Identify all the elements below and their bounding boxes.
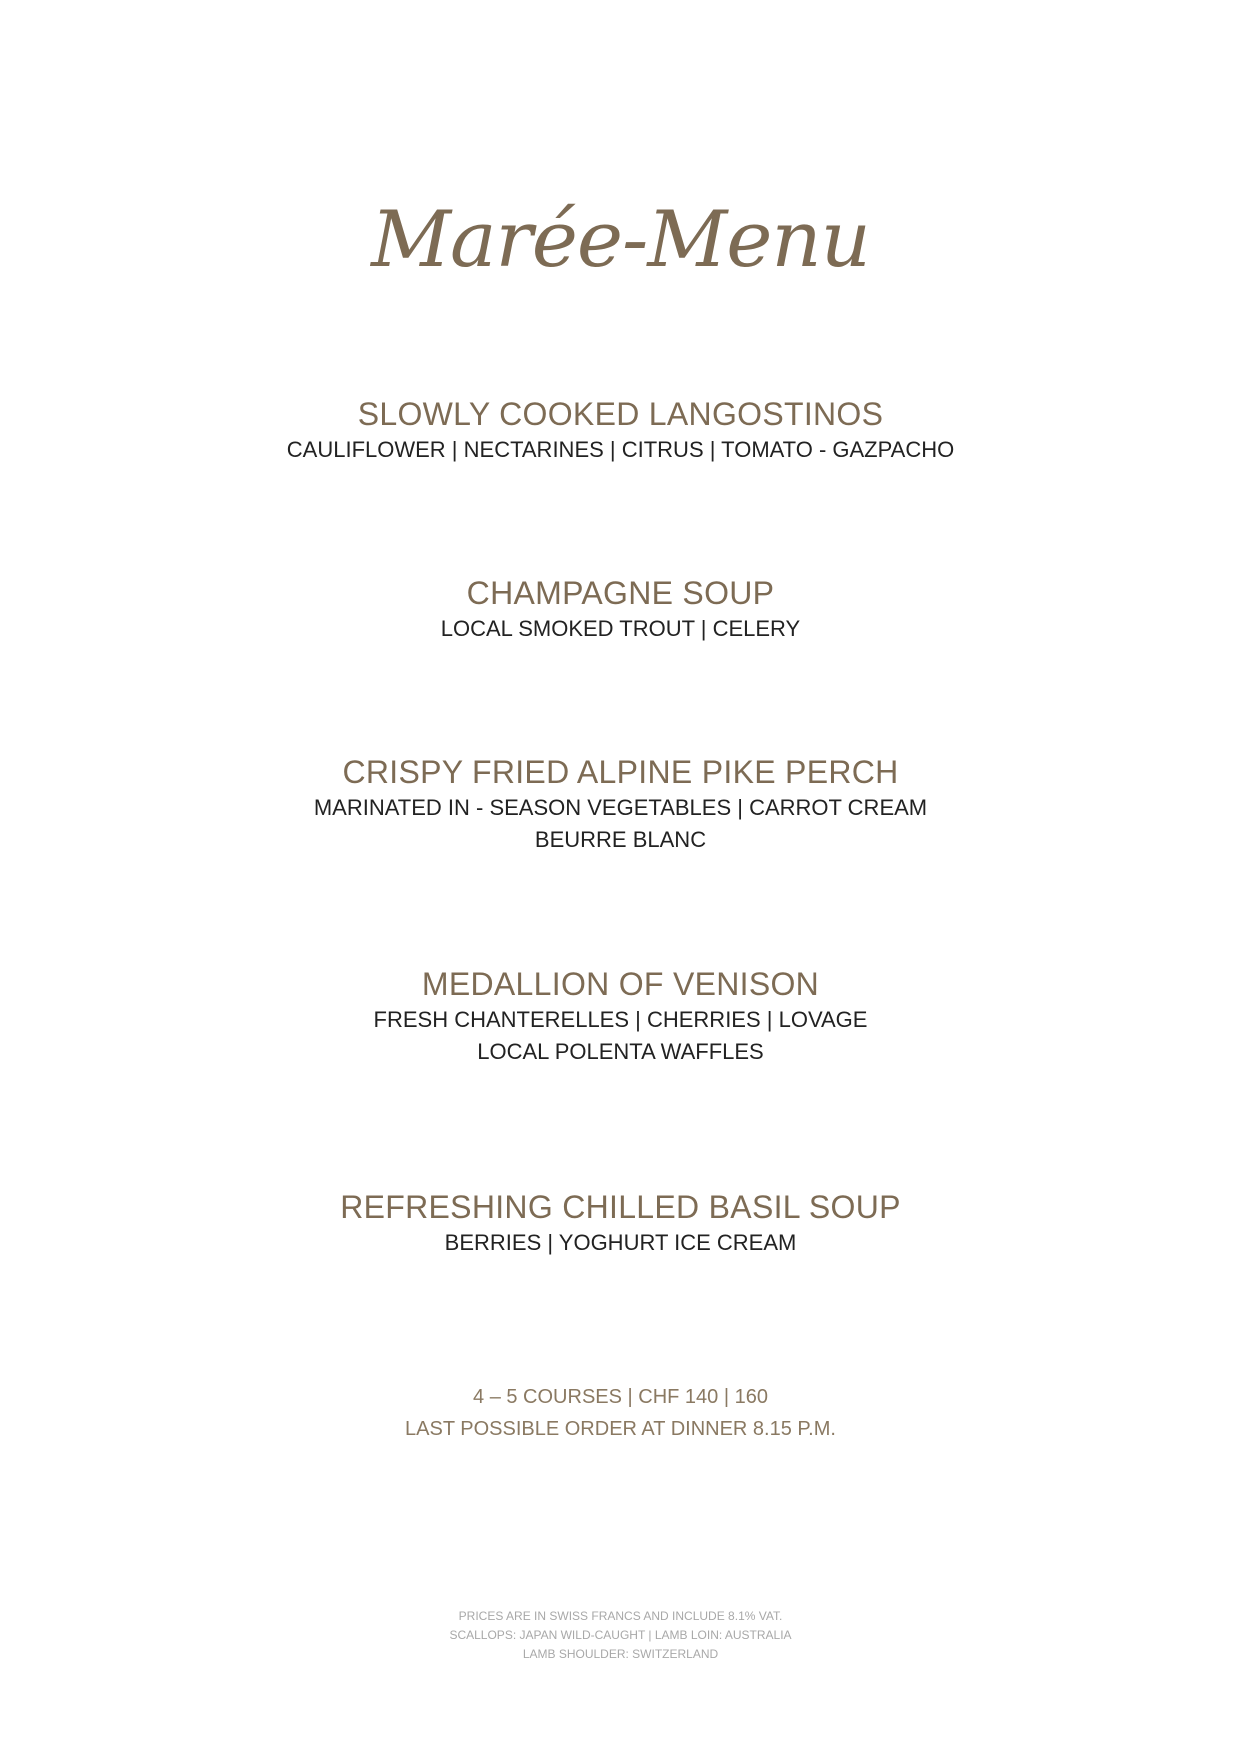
course-description-line: MARINATED IN - SEASON VEGETABLES | CARROT CREAM (313, 795, 928, 820)
course-name: MEDALLION OF VENISON (421, 966, 820, 1002)
footnote-line: SCALLOPS: JAPAN WILD-CAUGHT | LAMB LOIN: AUSTRALIA (449, 1628, 792, 1642)
course-description-line: FRESH CHANTERELLES | CHERRIES | LOVAGE (373, 1007, 868, 1032)
course-name: CRISPY FRIED ALPINE PIKE PERCH (342, 754, 899, 790)
footnote-line: PRICES ARE IN SWISS FRANCS AND INCLUDE 8.1% VAT. (458, 1609, 783, 1623)
course-description (0, 792, 1241, 856)
course-3 (0, 752, 1241, 856)
course-description-line: LOCAL SMOKED TROUT | CELERY (440, 616, 801, 641)
footnote (0, 1607, 1241, 1664)
footnote-line: LAMB SHOULDER: SWITZERLAND (522, 1647, 719, 1661)
course-name: SLOWLY COOKED LANGOSTINOS (357, 396, 884, 432)
course-2 (0, 573, 1241, 645)
course-description-line: LOCAL POLENTA WAFFLES (477, 1039, 764, 1064)
course-description (0, 613, 1241, 645)
course-1 (0, 394, 1241, 466)
course-5 (0, 1187, 1241, 1259)
course-description (0, 434, 1241, 466)
course-4 (0, 964, 1241, 1068)
menu-info (0, 1381, 1241, 1445)
last-order-note: LAST POSSIBLE ORDER AT DINNER 8.15 P.M. (405, 1418, 836, 1440)
course-description (0, 1004, 1241, 1068)
course-description-line: CAULIFLOWER | NECTARINES | CITRUS | TOMATO - GAZPACHO (286, 437, 955, 462)
course-description-line: BERRIES | YOGHURT ICE CREAM (444, 1230, 797, 1255)
course-name: CHAMPAGNE SOUP (466, 575, 775, 611)
menu-title: Marée-Menu (371, 195, 870, 285)
course-description (0, 1227, 1241, 1259)
course-name: REFRESHING CHILLED BASIL SOUP (340, 1189, 901, 1225)
course-description-line: BEURRE BLANC (534, 827, 707, 852)
courses-price: 4 – 5 COURSES | CHF 140 | 160 (473, 1386, 768, 1408)
